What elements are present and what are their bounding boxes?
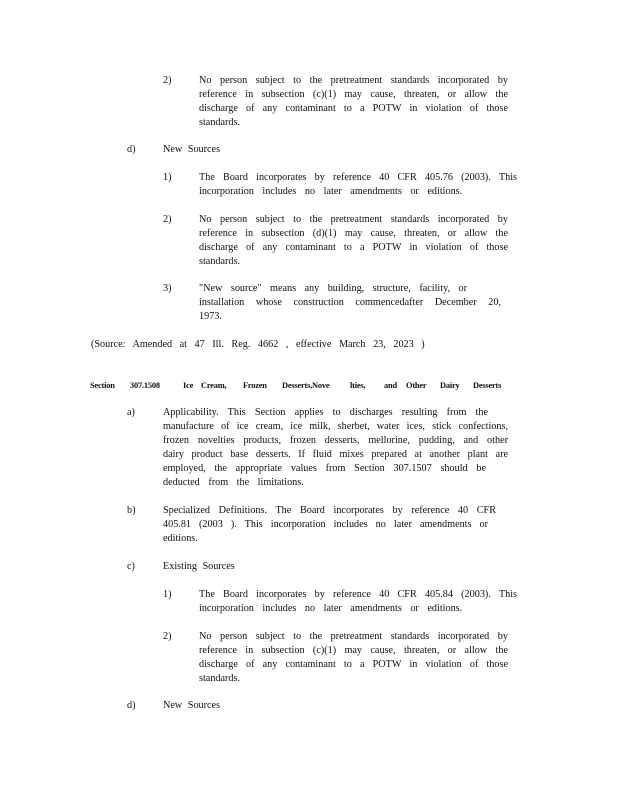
subsection-label: c)	[127, 561, 135, 572]
paragraph-c2-top: No person subject to the pretreatment standards incorporated by reference in subsection (c)(1) may cause, threaten, or allow the discharge of any contaminant to a POTW in violation of those standards.	[199, 75, 508, 128]
item-number: 2)	[163, 75, 172, 86]
section-heading: Section 307.1508 Ice Cream, Frozen Desserts,Nove lties, and Other Dairy Desserts	[90, 381, 502, 390]
paragraph-d2: No person subject to the pretreatment standards incorporated by reference in subsection (d)(1) may cause, threaten, or allow the discharge of any contaminant to a POTW in violation of those standards.	[199, 214, 508, 267]
source-note: (Source: Amended at 47 Ill. Reg. 4662 , effective March 23, 2023 )	[91, 339, 425, 350]
item-number: 3)	[163, 283, 172, 294]
subsection-title: New Sources	[163, 700, 221, 711]
paragraph-a: Applicability. This Section applies to discharges resulting from the manufacture of ice cream, ice milk, sherbet, water ices, stick confections, frozen novelties products, frozen desserts, mellorine, pudding, and other dairy product base desserts. If fluid mixes prepared at another plant are employed, the appropriate values from Section 307.1507 should be deducted from the limitations.	[163, 407, 508, 488]
item-number: 1)	[163, 589, 172, 600]
subsection-label: b)	[127, 505, 136, 516]
subsection-label: d)	[127, 700, 136, 711]
subsection-label: d)	[127, 144, 136, 155]
subsection-label: a)	[127, 407, 135, 418]
paragraph-c1: The Board incorporates by reference 40 CFR 405.84 (2003). This incorporation includes no later amendments or editions.	[199, 589, 517, 614]
item-number: 2)	[163, 214, 172, 225]
item-number: 2)	[163, 631, 172, 642]
item-number: 1)	[163, 172, 172, 183]
subsection-title: New Sources	[163, 144, 221, 155]
paragraph-b: Specialized Definitions. The Board incorporates by reference 40 CFR 405.81 (2003 ). This incorporation includes no later amendments or editions.	[163, 505, 496, 544]
paragraph-c2: No person subject to the pretreatment standards incorporated by reference in subsection (c)(1) may cause, threaten, or allow the discharge of any contaminant to a POTW in violation of those standards.	[199, 631, 508, 684]
subsection-title: Existing Sources	[163, 561, 235, 572]
paragraph-d1: The Board incorporates by reference 40 CFR 405.76 (2003). This incorporation includes no later amendments or editions.	[199, 172, 517, 197]
paragraph-d3: "New source" means any building, structure, facility, or installation whose construction commencedafter December 20, 1973.	[199, 283, 501, 322]
